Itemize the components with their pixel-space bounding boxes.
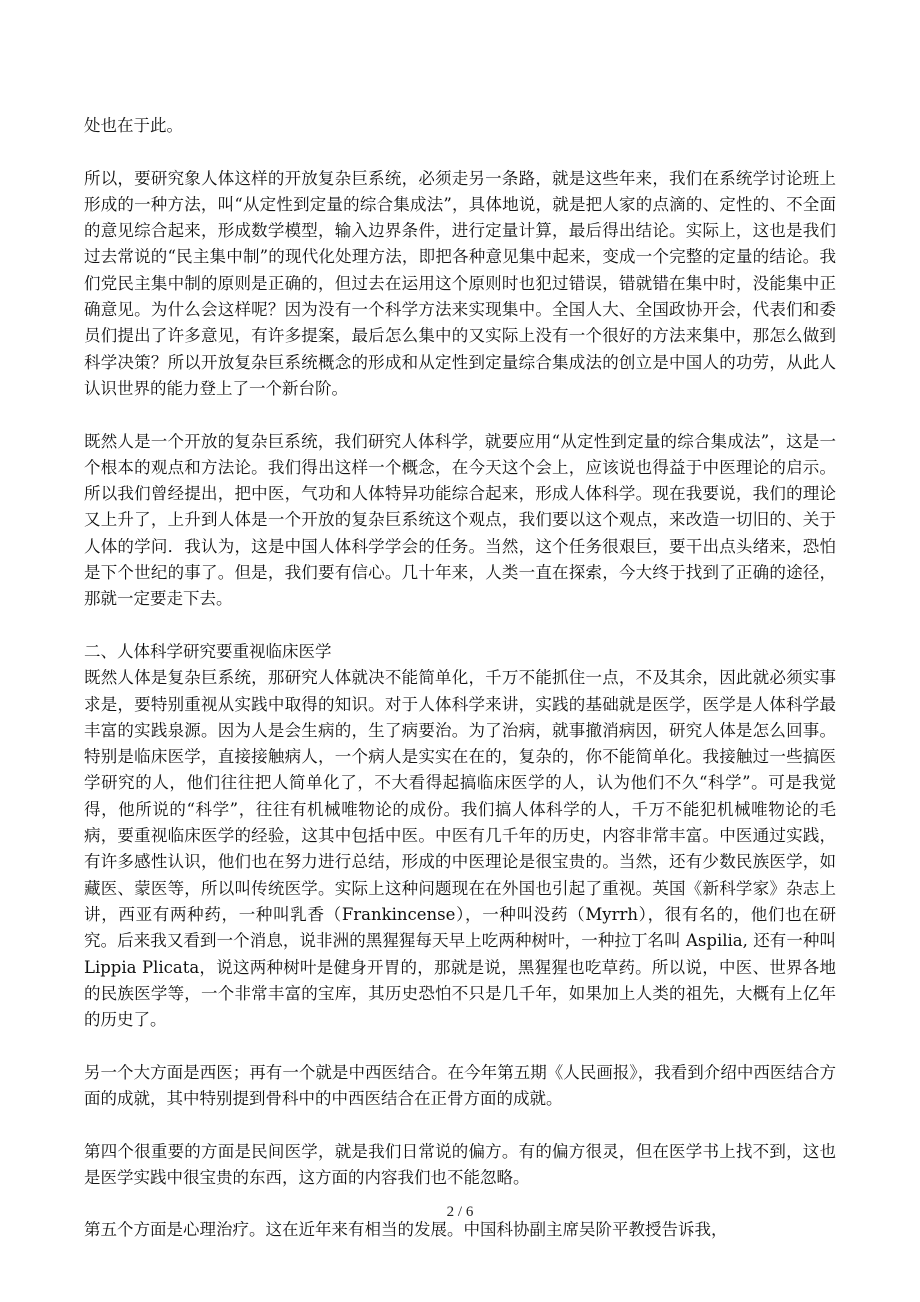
page-number: 2 / 6	[446, 1204, 474, 1220]
paragraph-1: 处也在于此。	[84, 116, 183, 135]
paragraph-4: 既然人体是复杂巨系统，那研究人体就决不能简单化，千万不能抓住一点，不及其余，因此就必须实事求是，要特别重视从实践中取得的知识。对于人体科学来讲，实践的基础就是医学，医学是人体科学最丰富的实践泉源。因为人是会生病的，生了病要治。为了治病，就事撤消病因，研究人体是怎么回事。特别是临床医学，直接接触病人，一个病人是实实在在的，复杂的，你不能简单化。我接触过一些搞医学研究的人，他们往往把人简单化了，不大看得起搞临床医学的人，认为他们不久“科学”。可是我觉得，他所说的“科学”，往往有机械唯物论的成份。我们搞人体科学的人，千万不能犯机械唯物论的毛病，要重视临床医学的经验，这其中包括中医。中医有几千年的历史，内容非常丰富。中医通过实践，有许多感性认识，他们也在努力进行总结，形成的中医理论是很宝贵的。当然，还有少数民族医学，如藏医、蒙医等，所以叫传统医学。实际上这种问题现在在外国也引起了重视。英国《新科学家》杂志上讲，西亚有两种药，一种叫乳香（Frankincense），一种叫没药（Myrrh），很有名的，他们也在研究。后来我又看到一个消息，说非洲的黑猩猩每天早上吃两种树叶，一种拉丁名叫 Aspilia, 还有一种叫 Lippia Plicata，说这两种树叶是健身开胃的，那就是说，黑猩猩也吃草药。所以说，中医、世界各地的民族医学等，一个非常丰富的宝库，其历史恐怕不只是几千年，如果加上人类的祖先，大概有上亿年的历史了。	[84, 668, 836, 1030]
section-heading: 二、人体科学研究要重视临床医学	[84, 641, 332, 661]
paragraph-3: 既然人是一个开放的复杂巨系统，我们研究人体科学，就要应用“从定性到定量的综合集成法”，这是一个根本的观点和方法论。我们得出这样一个概念，在今天这个会上，应该说也得益于中医理论的启示。所以我们曾经提出，把中医，气功和人体特异功能综合起来，形成人体科学。现在我要说，我们的理论又上升了，上升到人体是一个开放的复杂巨系统这个观点，我们要以这个观点，来改造一切旧的、关于人体的学问．我认为，这是中国人体科学学会的任务。当然，这个任务很艰巨，要干出点头绪来，恐怕是下个世纪的事了。但是，我们要有信心。几十年来，人类一直在探索，今大终于找到了正确的途径，那就一定要走下去。	[84, 431, 836, 609]
paragraph-6: 第四个很重要的方面是民间医学，就是我们日常说的偏方。有的偏方很灵，但在医学书上找不到，这也是医学实践中很宝贵的东西，这方面的内容我们也不能忽略。	[84, 1141, 836, 1187]
paragraph-2: 所以，要研究象人体这样的开放复杂巨系统，必须走另一条路，就是这些年来，我们在系统学讨论班上形成的一种方法，叫“从定性到定量的综合集成法”，具体地说，就是把人家的点滴的、定性的、不全面的意见综合起来，形成数学模型，输入边界条件，进行定量计算，最后得出结论。实际上，这也是我们过去常说的“民主集中制”的现代化处理方法，即把各种意见集中起来，变成一个完整的定量的结论。我们党民主集中制的原则是正确的，但过去在运用这个原则时也犯过错误，错就错在集中时，没能集中正确意见。为什么会这样呢？因为没有一个科学方法来实现集中。全国人大、全国政协开会，代表们和委员们提出了许多意见，有许多提案，最后怎么集中的又实际上没有一个很好的方法来集中，那怎么做到科学决策？所以开放复杂巨系统概念的形成和从定性到定量综合集成法的创立是中国人的功劳，从此人认识世界的能力登上了一个新台阶。	[84, 168, 836, 398]
paragraph-7: 第五个方面是心理治疗。这在近年来有相当的发展。中国科协副主席吴阶平教授告诉我，	[84, 1220, 728, 1240]
document-body	[84, 113, 836, 1244]
paragraph-5: 另一个大方面是西医；再有一个就是中西医结合。在今年第五期《人民画报》，我看到介绍中西医结合方面的成就，其中特别提到骨科中的中西医结合在正骨方面的成就。	[84, 1062, 836, 1108]
